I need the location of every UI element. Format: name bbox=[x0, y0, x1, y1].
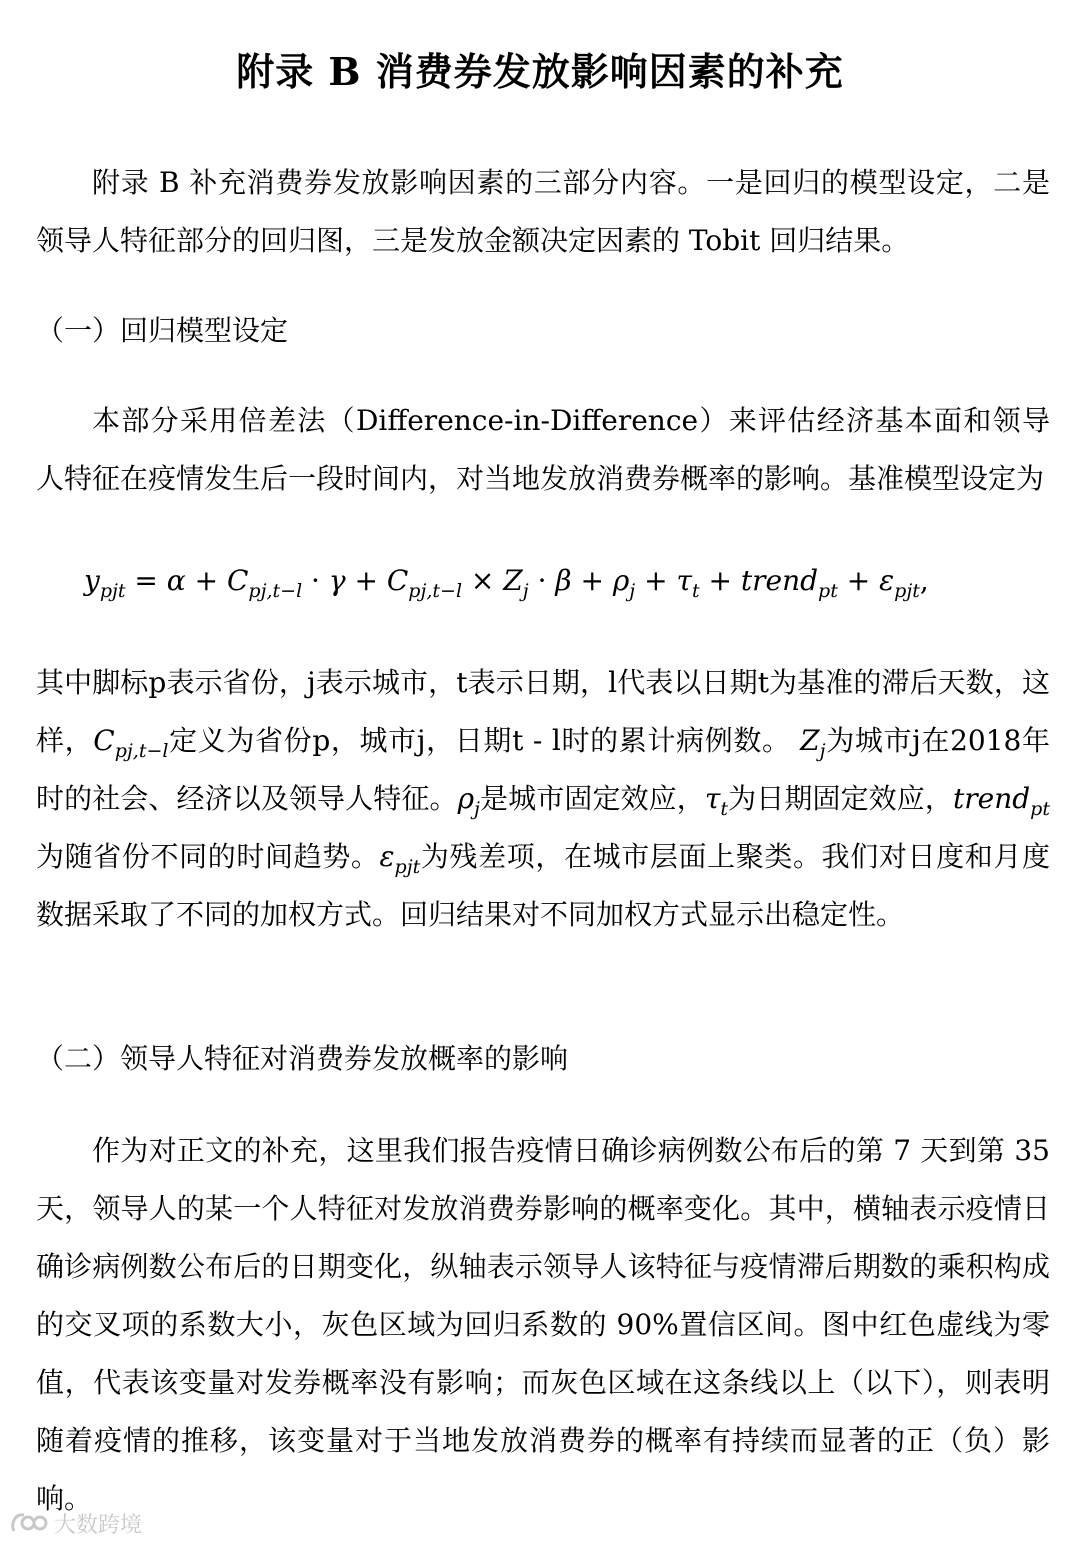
section-heading-2: （二）领导人特征对消费券发放概率的影响 bbox=[36, 1042, 569, 1075]
def-text-e: 为日期固定效应， bbox=[728, 782, 953, 815]
appendix-title: 附录 B 消费券发放影响因素的补充 bbox=[236, 49, 844, 94]
var-c: $C_{pj,t-l}$ bbox=[93, 724, 169, 762]
logo-icon bbox=[8, 1509, 48, 1539]
def-text-c: 为城市j在2018年时的社会、经济以及领导人特征。 bbox=[36, 724, 1050, 815]
def-text-b: 定义为省份p，城市j，日期t - l时的累计病例数。 bbox=[168, 724, 791, 757]
var-epsilon: $\varepsilon_{pjt}$ bbox=[379, 840, 421, 878]
watermark bbox=[8, 1508, 142, 1539]
variable-definition-paragraph bbox=[36, 654, 1050, 944]
method-paragraph: 本部分采用倍差法（Difference-in-Difference）来评估经济基本面和领导人特征在疫情发生后一段时间内，对当地发放消费券概率的影响。基准模型设定为 bbox=[36, 404, 1050, 495]
var-trend: trend$_{pt}$ bbox=[953, 782, 1050, 820]
model-equation: $y_{pjt} = \alpha + C_{pj,t-l} \cdot \gamma + C_{pj,t-l} \times Z_j \cdot \beta + \rho_j + \tau_t$ + trend$_{pt}$ + $\varepsilon_{pjt}$, bbox=[84, 564, 929, 602]
def-text-a: 其中脚标p表示省份，j表示城市，t表示日期，l代表以日期t为基准的滞后天数，这样， bbox=[36, 666, 1050, 757]
var-rho: $\rho_j$ bbox=[457, 782, 480, 820]
var-z: $Z_j$ bbox=[800, 724, 826, 762]
var-tau: $\tau_t$ bbox=[704, 782, 729, 820]
leader-effect-paragraph: 作为对正文的补充，这里我们报告疫情日确诊病例数公布后的第 7 天到第 35 天，领导人的某一个人特征对发放消费券影响的概率变化。其中，横轴表示疫情日确诊病例数公布后的日期变化，纵轴表示领导人该特征与疫情滞后期数的乘积构成的交叉项的系数大小，灰色区域为回归系数的 90%置信区间。图中红色虚线为零值，代表该变量对发券概率没有影响；而灰色区域在这条线以上（以下），则表明随着疫情的推移，该变量对于当地发放消费券的概率有持续而显著的正（负）影响。 bbox=[36, 1134, 1050, 1515]
def-text-g: 为残差项，在城市层面上聚类。我们对日度和月度数据采取了不同的加权方式。回归结果对不同加权方式显示出稳定性。 bbox=[36, 840, 1050, 931]
section-heading-1: （一）回归模型设定 bbox=[36, 314, 289, 347]
def-text-d: 是城市固定效应， bbox=[479, 782, 705, 815]
watermark-text: 大数跨境 bbox=[54, 1513, 143, 1538]
def-text-f: 为随省份不同的时间趋势。 bbox=[36, 840, 380, 873]
intro-paragraph: 附录 B 补充消费券发放影响因素的三部分内容。一是回归的模型设定，二是领导人特征部分的回归图，三是发放金额决定因素的 Tobit 回归结果。 bbox=[36, 166, 1050, 257]
